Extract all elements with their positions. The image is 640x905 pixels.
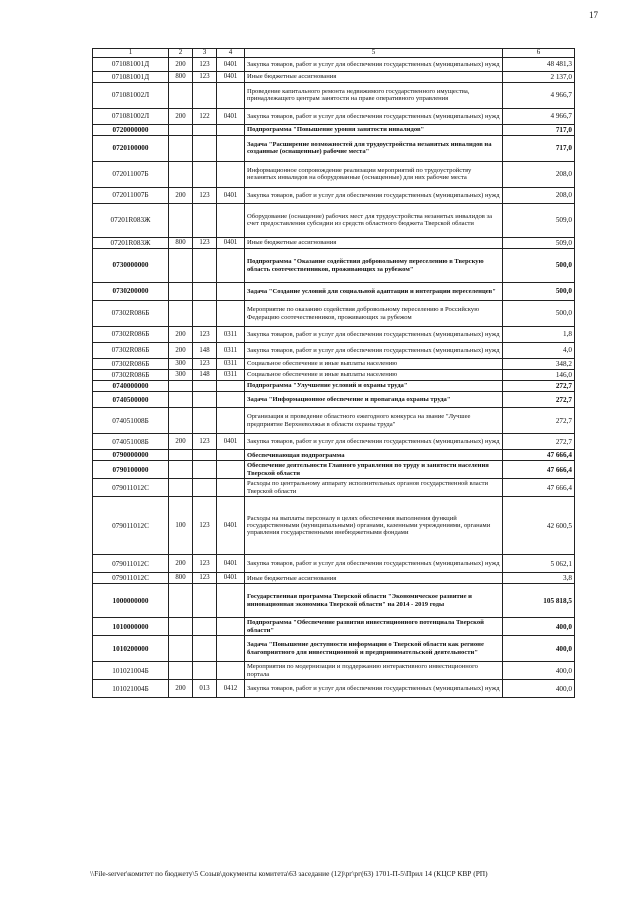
header-row: [93, 49, 575, 58]
c3-cell: [193, 584, 217, 618]
header-cell: 4: [217, 49, 245, 58]
amount-cell: 3,8: [503, 573, 575, 584]
c3-cell: [193, 461, 217, 479]
amount-cell: 272,7: [503, 392, 575, 408]
table-row: [93, 187, 575, 203]
table-row: [93, 108, 575, 124]
amount-cell: 5 062,1: [503, 555, 575, 573]
c2-cell: 200: [169, 108, 193, 124]
name-cell: Задача "Создание условий для социальной адаптации и интеграции переселенцев": [245, 283, 503, 301]
c2-cell: 200: [169, 343, 193, 359]
name-cell: Иные бюджетные ассигнования: [245, 71, 503, 82]
code-cell: 079011012С: [93, 497, 169, 555]
c3-cell: 013: [193, 680, 217, 698]
c3-cell: [193, 135, 217, 161]
c2-cell: [169, 479, 193, 497]
name-cell: Подпрограмма "Повышение уровня занятости инвалидов": [245, 124, 503, 135]
header-cell: 1: [93, 49, 169, 58]
c3-cell: [193, 249, 217, 283]
code-cell: 072011007Б: [93, 187, 169, 203]
c3-cell: [193, 408, 217, 434]
code-cell: 0790000000: [93, 450, 169, 461]
c4-cell: [217, 479, 245, 497]
amount-cell: 509,0: [503, 203, 575, 237]
c4-cell: [217, 203, 245, 237]
name-cell: Мероприятие по оказанию содействия добровольному переселению в Российскую Федерацию соотечественников, проживающих за рубежом: [245, 301, 503, 327]
file-path-footer: \\File-server\комитет по бюджету\5 Созыв\документы комитета\63 заседание (12)\рг\рг(63) 1701-П-5\Прил 14 (КЦСР КВР (РП): [90, 869, 488, 878]
name-cell: Оборудование (оснащение) рабочих мест для трудоустройства незанятых инвалидов за счет предоставления субсидии из средств областного бюджета Тверской области: [245, 203, 503, 237]
table-row: [93, 124, 575, 135]
c3-cell: [193, 662, 217, 680]
c2-cell: 200: [169, 434, 193, 450]
c4-cell: 0401: [217, 108, 245, 124]
header-cell: 6: [503, 49, 575, 58]
c2-cell: [169, 408, 193, 434]
c2-cell: [169, 124, 193, 135]
c2-cell: 100: [169, 497, 193, 555]
amount-cell: 47 666,4: [503, 450, 575, 461]
name-cell: Подпрограмма "Обеспечение развития инвестиционного потенциала Тверской области": [245, 618, 503, 636]
c3-cell: 123: [193, 434, 217, 450]
c2-cell: 200: [169, 57, 193, 71]
name-cell: Задача "Расширение возможностей для трудоустройства незанятых инвалидов на созданные (оснащенные) рабочие места": [245, 135, 503, 161]
amount-cell: 400,0: [503, 662, 575, 680]
c2-cell: [169, 584, 193, 618]
table-row: [93, 392, 575, 408]
code-cell: 0740000000: [93, 381, 169, 392]
amount-cell: 48 481,3: [503, 57, 575, 71]
c3-cell: [193, 636, 217, 662]
name-cell: Закупка товаров, работ и услуг для обеспечения государственных (муниципальных) нужд: [245, 57, 503, 71]
amount-cell: 272,7: [503, 408, 575, 434]
name-cell: Информационное сопровождение реализации мероприятий по трудоустройству незанятых инвалидов на оборудованные (оснащенные) для них рабочие места: [245, 161, 503, 187]
c4-cell: [217, 381, 245, 392]
c4-cell: 0401: [217, 434, 245, 450]
c3-cell: 123: [193, 187, 217, 203]
code-cell: 0740500000: [93, 392, 169, 408]
amount-cell: 500,0: [503, 301, 575, 327]
c4-cell: 0311: [217, 359, 245, 370]
amount-cell: 105 818,5: [503, 584, 575, 618]
amount-cell: 2 137,0: [503, 71, 575, 82]
c3-cell: [193, 124, 217, 135]
code-cell: 074051008Б: [93, 408, 169, 434]
c4-cell: 0401: [217, 497, 245, 555]
code-cell: 074051008Б: [93, 434, 169, 450]
c2-cell: [169, 301, 193, 327]
c3-cell: 123: [193, 359, 217, 370]
c4-cell: 0401: [217, 555, 245, 573]
c2-cell: 200: [169, 680, 193, 698]
name-cell: Закупка товаров, работ и услуг для обеспечения государственных (муниципальных) нужд: [245, 680, 503, 698]
amount-cell: 1,8: [503, 327, 575, 343]
c3-cell: [193, 203, 217, 237]
c2-cell: 300: [169, 359, 193, 370]
name-cell: Закупка товаров, работ и услуг для обеспечения государственных (муниципальных) нужд: [245, 555, 503, 573]
header-cell: 3: [193, 49, 217, 58]
c2-cell: [169, 662, 193, 680]
code-cell: 071081002Л: [93, 108, 169, 124]
table-row: [93, 408, 575, 434]
amount-cell: 509,0: [503, 237, 575, 248]
c4-cell: 0401: [217, 237, 245, 248]
name-cell: Подпрограмма "Оказание содействия добровольному переселению в Тверскую область соотечественников, проживающих за рубежом": [245, 249, 503, 283]
c3-cell: [193, 301, 217, 327]
c2-cell: 800: [169, 237, 193, 248]
c4-cell: [217, 662, 245, 680]
code-cell: 101021004Б: [93, 662, 169, 680]
table-row: [93, 237, 575, 248]
name-cell: Обеспечение деятельности Главного управления по труду и занятости населения Тверской области: [245, 461, 503, 479]
c4-cell: [217, 450, 245, 461]
amount-cell: 348,2: [503, 359, 575, 370]
table-row: [93, 57, 575, 71]
c4-cell: [217, 124, 245, 135]
code-cell: 0790100000: [93, 461, 169, 479]
name-cell: Закупка товаров, работ и услуг для обеспечения государственных (муниципальных) нужд: [245, 327, 503, 343]
amount-cell: 272,7: [503, 381, 575, 392]
code-cell: 0730200000: [93, 283, 169, 301]
c3-cell: 123: [193, 237, 217, 248]
c2-cell: [169, 636, 193, 662]
c4-cell: 0401: [217, 573, 245, 584]
c3-cell: 123: [193, 327, 217, 343]
table-row: [93, 434, 575, 450]
code-cell: 1010200000: [93, 636, 169, 662]
c4-cell: 0401: [217, 187, 245, 203]
page-number: 17: [589, 10, 598, 20]
code-cell: 101021004Б: [93, 680, 169, 698]
code-cell: 07302R086Б: [93, 343, 169, 359]
name-cell: Социальное обеспечение и иные выплаты населению: [245, 359, 503, 370]
name-cell: Иные бюджетные ассигнования: [245, 237, 503, 248]
table-row: [93, 283, 575, 301]
table-row: [93, 327, 575, 343]
c2-cell: 800: [169, 573, 193, 584]
c2-cell: 800: [169, 71, 193, 82]
name-cell: Организация и проведение областного ежегодного конкурса на звание "Лучшее предприятие Верхневолжья в области охраны труда": [245, 408, 503, 434]
table-row: [93, 381, 575, 392]
c3-cell: [193, 479, 217, 497]
table-row: [93, 370, 575, 381]
amount-cell: 400,0: [503, 680, 575, 698]
c4-cell: [217, 584, 245, 618]
c4-cell: [217, 161, 245, 187]
amount-cell: 717,0: [503, 135, 575, 161]
c2-cell: [169, 381, 193, 392]
code-cell: 0730000000: [93, 249, 169, 283]
amount-cell: 717,0: [503, 124, 575, 135]
amount-cell: 4 966,7: [503, 108, 575, 124]
c4-cell: 0311: [217, 327, 245, 343]
c3-cell: [193, 82, 217, 108]
table-row: [93, 479, 575, 497]
c4-cell: 0311: [217, 370, 245, 381]
c3-cell: 148: [193, 370, 217, 381]
c2-cell: 200: [169, 327, 193, 343]
c2-cell: [169, 450, 193, 461]
name-cell: Проведение капитального ремонта недвижимого государственного имущества, принадлежащего центрам занятости на праве оперативного управления: [245, 82, 503, 108]
c4-cell: [217, 301, 245, 327]
table-row: [93, 161, 575, 187]
amount-cell: 146,0: [503, 370, 575, 381]
amount-cell: 400,0: [503, 618, 575, 636]
table-row: [93, 343, 575, 359]
c2-cell: [169, 618, 193, 636]
c2-cell: [169, 203, 193, 237]
name-cell: Закупка товаров, работ и услуг для обеспечения государственных (муниципальных) нужд: [245, 187, 503, 203]
c3-cell: 123: [193, 573, 217, 584]
c2-cell: [169, 82, 193, 108]
c4-cell: 0311: [217, 343, 245, 359]
table-row: [93, 618, 575, 636]
amount-cell: 400,0: [503, 636, 575, 662]
table-row: [93, 584, 575, 618]
code-cell: 079011012С: [93, 479, 169, 497]
table-row: [93, 135, 575, 161]
c3-cell: [193, 618, 217, 636]
code-cell: 07201R083Ж: [93, 203, 169, 237]
code-cell: 079011012С: [93, 573, 169, 584]
c2-cell: [169, 135, 193, 161]
c3-cell: [193, 450, 217, 461]
code-cell: 1010000000: [93, 618, 169, 636]
code-cell: 0720100000: [93, 135, 169, 161]
name-cell: Мероприятия по модернизации и поддержанию интерактивного инвестиционного портала: [245, 662, 503, 680]
name-cell: Иные бюджетные ассигнования: [245, 573, 503, 584]
code-cell: 07302R086Б: [93, 370, 169, 381]
table-row: [93, 249, 575, 283]
c2-cell: [169, 392, 193, 408]
amount-cell: 500,0: [503, 249, 575, 283]
name-cell: Закупка товаров, работ и услуг для обеспечения государственных (муниципальных) нужд: [245, 434, 503, 450]
code-cell: 072011007Б: [93, 161, 169, 187]
amount-cell: 208,0: [503, 161, 575, 187]
code-cell: 071081001Д: [93, 57, 169, 71]
c4-cell: 0401: [217, 71, 245, 82]
name-cell: Закупка товаров, работ и услуг для обеспечения государственных (муниципальных) нужд: [245, 343, 503, 359]
name-cell: Подпрограмма "Улучшение условий и охраны труда": [245, 381, 503, 392]
c4-cell: [217, 408, 245, 434]
budget-table: [92, 48, 575, 698]
c3-cell: 123: [193, 555, 217, 573]
code-cell: 07302R086Б: [93, 359, 169, 370]
amount-cell: 42 600,5: [503, 497, 575, 555]
c3-cell: 148: [193, 343, 217, 359]
c3-cell: 122: [193, 108, 217, 124]
c4-cell: [217, 461, 245, 479]
c3-cell: [193, 161, 217, 187]
table-row: [93, 461, 575, 479]
c3-cell: 123: [193, 71, 217, 82]
c3-cell: [193, 392, 217, 408]
c4-cell: [217, 392, 245, 408]
c4-cell: [217, 283, 245, 301]
table-row: [93, 680, 575, 698]
table-row: [93, 82, 575, 108]
c2-cell: [169, 461, 193, 479]
c4-cell: [217, 618, 245, 636]
table-row: [93, 497, 575, 555]
name-cell: Закупка товаров, работ и услуг для обеспечения государственных (муниципальных) нужд: [245, 108, 503, 124]
c3-cell: 123: [193, 57, 217, 71]
c4-cell: [217, 82, 245, 108]
code-cell: 071081002Л: [93, 82, 169, 108]
table-row: [93, 636, 575, 662]
c2-cell: [169, 249, 193, 283]
header-cell: 2: [169, 49, 193, 58]
name-cell: Задача "Информационное обеспечение и пропаганда охраны труда": [245, 392, 503, 408]
c3-cell: [193, 381, 217, 392]
table-row: [93, 573, 575, 584]
code-cell: 071081001Д: [93, 71, 169, 82]
c2-cell: 200: [169, 187, 193, 203]
code-cell: 07302R086Б: [93, 327, 169, 343]
name-cell: Обеспечивающая подпрограмма: [245, 450, 503, 461]
code-cell: 079011012С: [93, 555, 169, 573]
amount-cell: 47 666,4: [503, 461, 575, 479]
code-cell: 0720000000: [93, 124, 169, 135]
table-row: [93, 301, 575, 327]
c3-cell: 123: [193, 497, 217, 555]
header-cell: 5: [245, 49, 503, 58]
code-cell: 1000000000: [93, 584, 169, 618]
name-cell: Расходы по центральному аппарату исполнительных органов государственной власти Тверской области: [245, 479, 503, 497]
code-cell: 07201R083Ж: [93, 237, 169, 248]
table-row: [93, 359, 575, 370]
name-cell: Задача "Повышение доступности информации о Тверской области как регионе благоприятного для инвестиционной и предпринимательской деятельности": [245, 636, 503, 662]
c2-cell: [169, 161, 193, 187]
table-row: [93, 203, 575, 237]
amount-cell: 4,0: [503, 343, 575, 359]
c4-cell: 0401: [217, 57, 245, 71]
c4-cell: [217, 135, 245, 161]
table-row: [93, 450, 575, 461]
name-cell: Социальное обеспечение и иные выплаты населению: [245, 370, 503, 381]
c2-cell: [169, 283, 193, 301]
c2-cell: 200: [169, 555, 193, 573]
c4-cell: [217, 249, 245, 283]
amount-cell: 500,0: [503, 283, 575, 301]
amount-cell: 47 666,4: [503, 479, 575, 497]
amount-cell: 208,0: [503, 187, 575, 203]
c2-cell: 300: [169, 370, 193, 381]
table-row: [93, 662, 575, 680]
name-cell: Государственная программа Тверской области "Экономическое развитие и инновационная экономика Тверской области" на 2014 - 2019 годы: [245, 584, 503, 618]
c4-cell: [217, 636, 245, 662]
c3-cell: [193, 283, 217, 301]
c4-cell: 0412: [217, 680, 245, 698]
amount-cell: 4 966,7: [503, 82, 575, 108]
code-cell: 07302R086Б: [93, 301, 169, 327]
table-row: [93, 555, 575, 573]
table-row: [93, 71, 575, 82]
amount-cell: 272,7: [503, 434, 575, 450]
name-cell: Расходы на выплаты персоналу в целях обеспечения выполнения функций государственными (муниципальными) органами, казенными учреждениями, органами управления государственными внебюджетными фондами: [245, 497, 503, 555]
